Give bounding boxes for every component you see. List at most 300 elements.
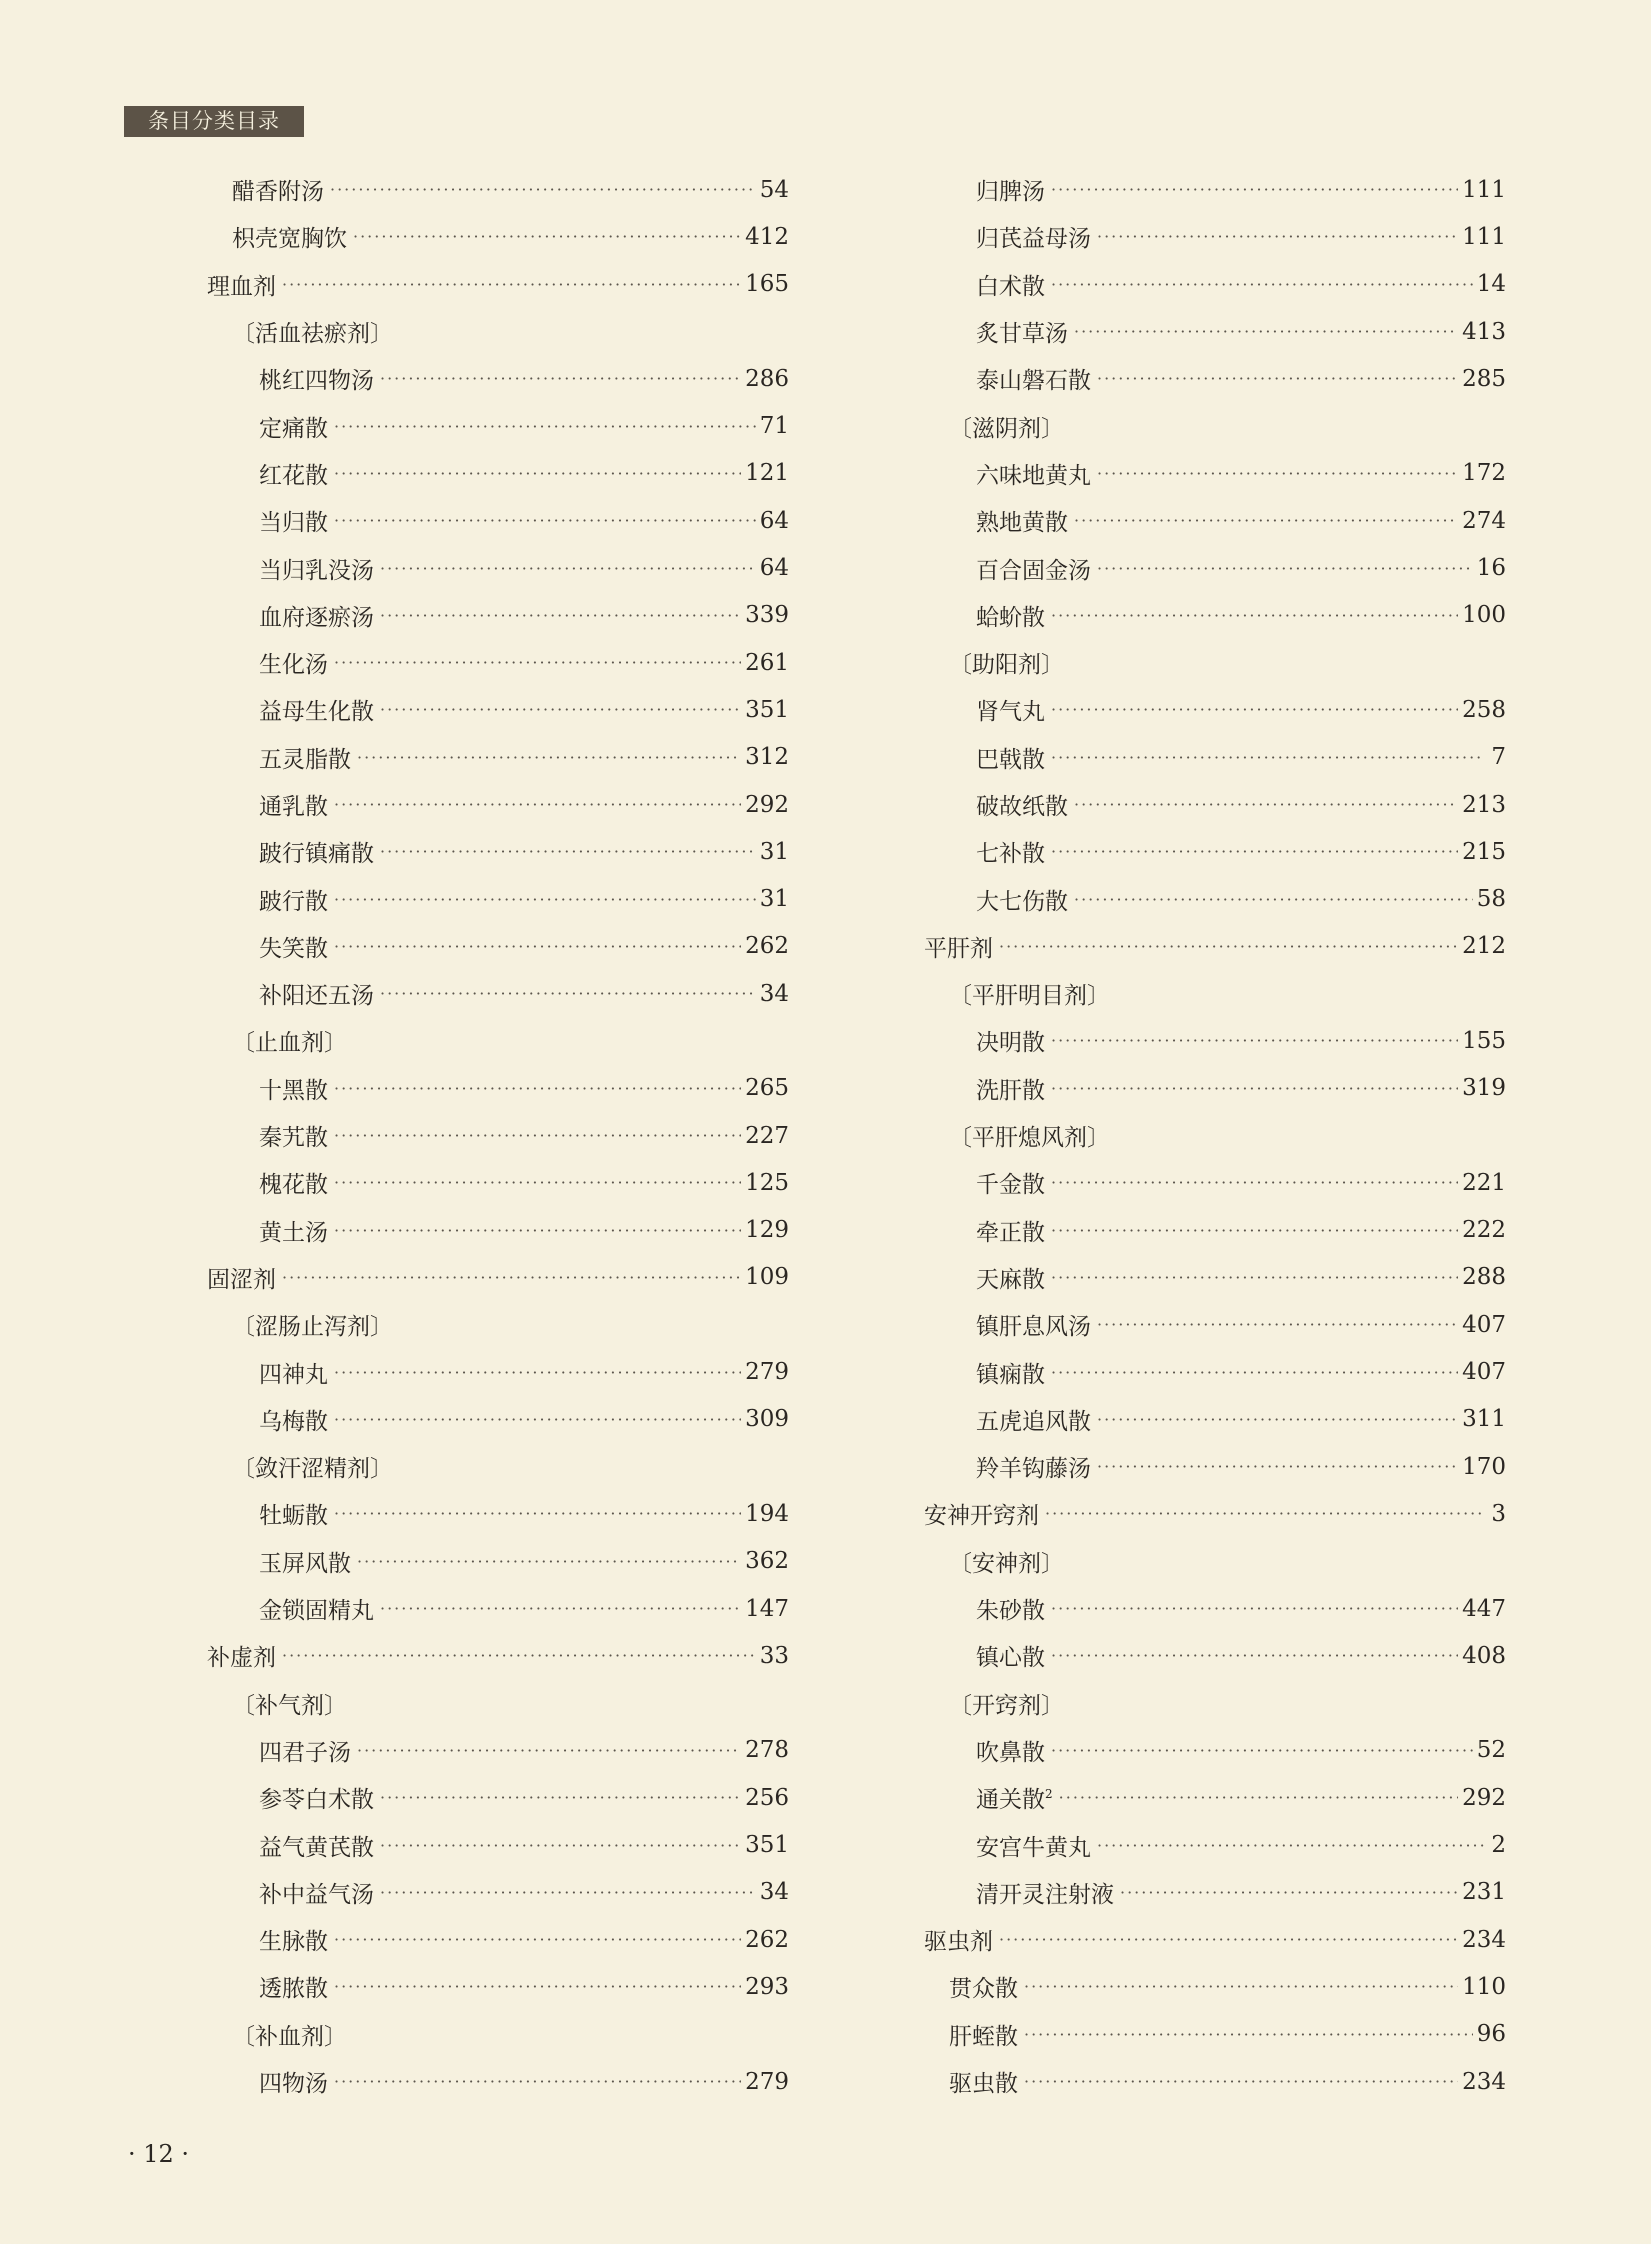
dot-leader [334, 890, 756, 909]
toc-entry-page: 265 [745, 1075, 789, 1102]
dot-leader [334, 1504, 741, 1523]
dot-leader [1051, 748, 1484, 767]
toc-entry-page: 111 [1462, 223, 1506, 250]
dot-leader [1097, 1836, 1484, 1855]
toc-entry-name: 〔补气剂〕 [232, 1692, 347, 1719]
toc-entry-page: 319 [1462, 1075, 1506, 1102]
dot-leader [1051, 1741, 1473, 1760]
toc-entry-page: 121 [745, 460, 789, 487]
toc-entry-name: 〔滋阴剂〕 [949, 415, 1064, 442]
toc-entry-name: 秦艽散 [259, 1125, 328, 1152]
toc-entry-page: 215 [1462, 838, 1506, 865]
toc-entry-name: 贯众散 [949, 1976, 1018, 2003]
toc-entry-page: 274 [1462, 507, 1506, 534]
toc-entry-name: 跛行散 [259, 888, 328, 915]
dot-leader [380, 606, 741, 625]
toc-entry [207, 1585, 789, 1632]
toc-entry [924, 923, 1506, 970]
toc-entry-name: 〔敛汗涩精剂〕 [232, 1456, 393, 1483]
toc-entry [207, 875, 789, 922]
toc-entry-name: 清开灵注射液 [976, 1881, 1114, 1908]
toc-entry-name: 生脉散 [259, 1929, 328, 1956]
toc-entry [924, 1065, 1506, 1112]
dot-leader [1051, 1363, 1458, 1382]
toc-entry [924, 355, 1506, 402]
toc-entry-page: 447 [1462, 1595, 1506, 1622]
toc-entry-name: 牡蛎散 [259, 1503, 328, 1530]
toc-entry-page: 286 [745, 365, 789, 392]
toc-entry [924, 828, 1506, 875]
toc-entry-name: 白术散 [976, 273, 1045, 300]
toc-entry-name: 羚羊钩藤汤 [976, 1456, 1091, 1483]
toc-entry [207, 1348, 789, 1395]
dot-leader [357, 748, 741, 767]
toc-entry-name: 安神开窍剂 [924, 1503, 1039, 1530]
toc-entry-page: 351 [745, 696, 789, 723]
toc-entry-name: 破故纸散 [976, 794, 1068, 820]
toc-group-heading [924, 1680, 1506, 1727]
toc-entry-name: 牵正散 [976, 1219, 1045, 1246]
toc-entry [924, 781, 1506, 828]
dot-leader [1097, 1315, 1458, 1334]
toc-entry [924, 734, 1506, 781]
toc-entry-name: 补中益气汤 [259, 1881, 374, 1908]
dot-leader [999, 937, 1458, 956]
toc-entry [924, 308, 1506, 355]
toc-entry-name: 槐花散 [259, 1172, 328, 1199]
toc-entry [207, 1159, 789, 1206]
toc-entry [924, 875, 1506, 922]
toc-entry-name: 巴戟散 [976, 746, 1045, 773]
dot-leader [1097, 464, 1458, 483]
dot-leader [1051, 1268, 1458, 1287]
toc-entry [924, 1396, 1506, 1443]
page-number: · 12 · [128, 2140, 190, 2168]
dot-leader [330, 180, 756, 199]
toc-entry-name: 熟地黄散 [976, 510, 1068, 537]
toc-entry [207, 734, 789, 781]
dot-leader [1074, 322, 1458, 341]
toc-entry [924, 497, 1506, 544]
toc-entry-name: 四神丸 [259, 1361, 328, 1388]
toc-group-heading [207, 1301, 789, 1348]
toc-entry [924, 1869, 1506, 1916]
toc-entry-name: 〔止血剂〕 [232, 1030, 347, 1057]
toc-entry-page: 52 [1476, 1737, 1506, 1764]
toc-entry [924, 1490, 1506, 1537]
toc-entry-page: 155 [1462, 1027, 1506, 1054]
dot-leader [334, 464, 741, 483]
toc-entry [207, 923, 789, 970]
toc-entry-page: 221 [1462, 1169, 1506, 1196]
toc-group-heading [924, 1538, 1506, 1585]
dot-leader [334, 1126, 741, 1145]
dot-leader [334, 1221, 741, 1240]
toc-entry-name: 补虚剂 [207, 1645, 276, 1672]
toc-entry-name: 〔涩肠止泻剂〕 [232, 1314, 393, 1341]
toc-entry-page: 227 [745, 1122, 789, 1149]
toc-entry-name: 肾气丸 [976, 699, 1045, 726]
dot-leader [1074, 511, 1458, 530]
toc-entry-name: 百合固金汤 [976, 557, 1091, 584]
toc-group-heading [924, 970, 1506, 1017]
toc-entry-name: 四物汤 [259, 2071, 328, 2098]
dot-leader [334, 1079, 741, 1098]
dot-leader [282, 1646, 756, 1665]
toc-entry-page: 71 [759, 413, 789, 440]
toc-entry-page: 110 [1462, 1973, 1506, 2000]
toc-right-column [924, 166, 1506, 2105]
toc-entry-page: 33 [759, 1642, 789, 1669]
toc-entry-page: 231 [1462, 1879, 1506, 1906]
toc-entry-page: 31 [759, 886, 789, 913]
dot-leader [1045, 1504, 1484, 1523]
toc-entry [924, 686, 1506, 733]
toc-entry [207, 1869, 789, 1916]
dot-leader [334, 1173, 741, 1192]
toc-entry-page: 407 [1462, 1359, 1506, 1386]
dot-leader [334, 511, 756, 530]
dot-leader [999, 1930, 1458, 1949]
dot-leader [380, 700, 741, 719]
toc-entry-name: 黄土汤 [259, 1219, 328, 1246]
toc-entry-name: 五虎追风散 [976, 1408, 1091, 1435]
toc-entry-name: 驱虫散 [949, 2071, 1018, 2098]
dot-leader [1024, 1977, 1458, 1996]
toc-entry [924, 261, 1506, 308]
toc-entry-page: 34 [759, 1879, 789, 1906]
toc-entry [924, 1585, 1506, 1632]
toc-entry-name: 〔活血祛瘀剂〕 [232, 321, 393, 348]
dot-leader [1074, 890, 1473, 909]
toc-entry-name: 镇痫散 [976, 1361, 1045, 1388]
toc-entry [207, 1821, 789, 1868]
toc-entry [924, 450, 1506, 497]
toc-entry-name: 定痛散 [259, 415, 328, 442]
toc-group-heading [924, 1112, 1506, 1159]
toc-entry [924, 1632, 1506, 1679]
toc-entry [924, 1301, 1506, 1348]
toc-entry [924, 2058, 1506, 2105]
toc-entry-page: 362 [745, 1548, 789, 1575]
dot-leader [334, 1930, 741, 1949]
toc-entry-name: 归脾汤 [976, 179, 1045, 206]
dot-leader [1051, 700, 1458, 719]
toc-entry-page: 212 [1462, 933, 1506, 960]
toc-entry-page: 292 [1462, 1784, 1506, 1811]
toc-entry-name: 归芪益母汤 [976, 226, 1091, 253]
toc-entry [924, 1963, 1506, 2010]
dot-leader [334, 795, 741, 814]
dot-leader [353, 227, 741, 246]
toc-entry-page: 288 [1462, 1264, 1506, 1291]
toc-entry-page: 2 [1491, 1832, 1506, 1859]
toc-entry-name: 〔平肝明目剂〕 [949, 983, 1110, 1010]
toc-entry-page: 129 [745, 1217, 789, 1244]
toc-entry-page: 285 [1462, 365, 1506, 392]
dot-leader [334, 1977, 741, 1996]
toc-entry-page: 170 [1462, 1453, 1506, 1480]
toc-entry-name: 〔平肝熄风剂〕 [949, 1125, 1110, 1152]
toc-entry-page: 34 [759, 980, 789, 1007]
toc-entry [207, 1207, 789, 1254]
toc-entry [207, 1254, 789, 1301]
toc-entry-name: 十黑散 [259, 1077, 328, 1104]
toc-entry-page: 14 [1476, 271, 1506, 298]
toc-entry [924, 213, 1506, 260]
toc-entry [924, 1916, 1506, 1963]
dot-leader [1051, 606, 1458, 625]
toc-entry-name: 固涩剂 [207, 1266, 276, 1293]
toc-entry [924, 1774, 1506, 1821]
toc-group-heading [924, 402, 1506, 449]
toc-entry-page: 213 [1462, 791, 1506, 818]
toc-entry [207, 1112, 789, 1159]
toc-entry-name: 千金散 [976, 1172, 1045, 1199]
toc-entry-name: 理血剂 [207, 273, 276, 300]
toc-entry-name: 〔补血剂〕 [232, 2023, 347, 2050]
toc-entry-page: 111 [1462, 176, 1506, 203]
toc-entry [207, 355, 789, 402]
toc-entry-page: 100 [1462, 602, 1506, 629]
toc-group-heading [924, 639, 1506, 686]
dot-leader [1097, 369, 1458, 388]
dot-leader [380, 1883, 756, 1902]
dot-leader [357, 1552, 741, 1571]
toc-entry-name: 透脓散 [259, 1976, 328, 2003]
dot-leader [1024, 2072, 1458, 2091]
dot-leader [1097, 1410, 1458, 1429]
toc-entry-name: 大七伤散 [976, 888, 1068, 915]
toc-entry [207, 450, 789, 497]
dot-leader [1059, 1788, 1458, 1807]
toc-entry-page: 408 [1462, 1642, 1506, 1669]
toc-entry-page: 278 [745, 1737, 789, 1764]
toc-entry-page: 96 [1476, 2021, 1506, 2048]
dot-leader [1097, 1457, 1458, 1476]
toc-entry-name: 吹鼻散 [976, 1739, 1045, 1766]
toc-entry-name: 天麻散 [976, 1266, 1045, 1293]
toc-entry-name: 补阳还五汤 [259, 983, 374, 1010]
toc-entry [207, 1632, 789, 1679]
toc-group-heading [207, 1443, 789, 1490]
toc-entry-page: 64 [759, 555, 789, 582]
toc-entry [207, 2058, 789, 2105]
toc-entry-name: 〔安神剂〕 [949, 1550, 1064, 1577]
dot-leader [1051, 180, 1458, 199]
toc-entry-name: 当归散 [259, 510, 328, 537]
toc-entry-page: 412 [745, 223, 789, 250]
toc-entry [207, 686, 789, 733]
toc-entry-page: 339 [745, 602, 789, 629]
toc-entry-page: 262 [745, 933, 789, 960]
toc-entry [924, 544, 1506, 591]
dot-leader [380, 842, 756, 861]
toc-entry-name: 红花散 [259, 462, 328, 489]
toc-entry-page: 194 [745, 1500, 789, 1527]
toc-entry-name: 泰山磐石散 [976, 368, 1091, 395]
dot-leader [380, 559, 756, 578]
toc-entry [207, 828, 789, 875]
dot-leader [282, 1268, 741, 1287]
toc-entry-page: 258 [1462, 696, 1506, 723]
dot-leader [380, 1836, 741, 1855]
toc-group-heading [207, 1680, 789, 1727]
toc-entry [207, 1727, 789, 1774]
toc-entry-page: 31 [759, 838, 789, 865]
toc-entry [207, 1963, 789, 2010]
toc-entry [207, 781, 789, 828]
toc-entry-name: 决明散 [976, 1030, 1045, 1057]
toc-entry-name: 炙甘草汤 [976, 321, 1068, 348]
dot-leader [1051, 1173, 1458, 1192]
toc-entry [207, 544, 789, 591]
dot-leader [1051, 1646, 1458, 1665]
toc-entry-name: 血府逐瘀汤 [259, 604, 374, 631]
toc-group-heading [207, 1017, 789, 1064]
dot-leader [1097, 227, 1458, 246]
toc-entry [207, 497, 789, 544]
toc-entry [924, 1443, 1506, 1490]
toc-entry-name: 安宫牛黄丸 [976, 1834, 1091, 1861]
toc-entry-name: 七补散 [976, 841, 1045, 868]
toc-entry-page: 7 [1491, 744, 1506, 771]
toc-entry-page: 279 [745, 2068, 789, 2095]
toc-entry-name: 失笑散 [259, 935, 328, 962]
toc-entry-name: 枳壳宽胸饮 [232, 226, 347, 253]
toc-entry-name: 洗肝散 [976, 1077, 1045, 1104]
toc-entry-page: 413 [1462, 318, 1506, 345]
toc-entry-name: 通关散 [976, 1787, 1045, 1814]
toc-entry-page: 125 [745, 1169, 789, 1196]
toc-entry [207, 1774, 789, 1821]
toc-entry [207, 639, 789, 686]
toc-entry-page: 222 [1462, 1217, 1506, 1244]
toc-entry-name: 益母生化散 [259, 699, 374, 726]
toc-entry-name: 朱砂散 [976, 1598, 1045, 1625]
toc-entry-page: 234 [1462, 2068, 1506, 2095]
toc-group-heading [207, 308, 789, 355]
toc-entry-name: 桃红四物汤 [259, 368, 374, 395]
dot-leader [1051, 1079, 1458, 1098]
dot-leader [357, 1741, 741, 1760]
dot-leader [1051, 275, 1473, 294]
toc-entry-name: 益气黄芪散 [259, 1834, 374, 1861]
toc-entry-name: 通乳散 [259, 794, 328, 820]
toc-entry-name: 醋香附汤 [232, 179, 324, 206]
toc-entry-page: 292 [745, 791, 789, 818]
toc-entry [207, 592, 789, 639]
toc-entry-name: 〔助阳剂〕 [949, 652, 1064, 679]
dot-leader [380, 369, 741, 388]
dot-leader [1024, 2025, 1473, 2044]
toc-entry-name: 镇肝息风汤 [976, 1314, 1091, 1341]
toc-entry-name: 跛行镇痛散 [259, 841, 374, 868]
toc-entry [924, 2011, 1506, 2058]
toc-entry [924, 592, 1506, 639]
toc-entry-page: 261 [745, 649, 789, 676]
toc-entry [207, 1916, 789, 1963]
toc-entry-name: 驱虫剂 [924, 1929, 993, 1956]
toc-entry [924, 166, 1506, 213]
toc-entry [924, 1821, 1506, 1868]
dot-leader [1051, 1599, 1458, 1618]
toc-entry-name: 四君子汤 [259, 1739, 351, 1766]
dot-leader [380, 984, 756, 1003]
toc-entry-name: 蛤蚧散 [976, 604, 1045, 631]
toc-group-heading [207, 2011, 789, 2058]
toc-entry-page: 58 [1476, 886, 1506, 913]
toc-entry-page: 64 [759, 507, 789, 534]
section-title-tag: 条目分类目录 [124, 106, 304, 137]
toc-entry-page: 172 [1462, 460, 1506, 487]
toc-entry-page: 165 [745, 271, 789, 298]
toc-entry-name: 〔开窍剂〕 [949, 1692, 1064, 1719]
toc-left-column [207, 166, 789, 2105]
toc-entry-page: 54 [759, 176, 789, 203]
toc-entry-page: 16 [1476, 555, 1506, 582]
dot-leader [334, 2072, 741, 2091]
toc-entry-page: 279 [745, 1359, 789, 1386]
toc-entry-name: 乌梅散 [259, 1408, 328, 1435]
dot-leader [334, 1410, 741, 1429]
toc-entry [207, 166, 789, 213]
dot-leader [1051, 1221, 1458, 1240]
toc-entry-page: 309 [745, 1406, 789, 1433]
toc-entry-page: 293 [745, 1973, 789, 2000]
toc-entry [207, 1396, 789, 1443]
dot-leader [334, 653, 741, 672]
toc-entry [207, 1538, 789, 1585]
toc-entry-name: 平肝剂 [924, 935, 993, 962]
toc-entry [924, 1348, 1506, 1395]
toc-entry-page: 109 [745, 1264, 789, 1291]
dot-leader [1097, 559, 1473, 578]
toc-entry-page: 147 [745, 1595, 789, 1622]
dot-leader [1051, 842, 1458, 861]
toc-entry [207, 261, 789, 308]
toc-entry-page: 3 [1491, 1500, 1506, 1527]
toc-entry [207, 1490, 789, 1537]
toc-entry-name: 镇心散 [976, 1645, 1045, 1672]
toc-entry-name: 五灵脂散 [259, 746, 351, 773]
toc-entry-name: 当归乳没汤 [259, 557, 374, 584]
toc-entry [207, 1065, 789, 1112]
toc-entry-page: 256 [745, 1784, 789, 1811]
dot-leader [282, 275, 741, 294]
dot-leader [334, 417, 756, 436]
toc-entry-superscript: 2 [1045, 1786, 1053, 1801]
dot-leader [380, 1788, 741, 1807]
toc-entry [924, 1254, 1506, 1301]
toc-entry [207, 213, 789, 260]
toc-entry-page: 311 [1462, 1406, 1506, 1433]
toc-entry [924, 1207, 1506, 1254]
toc-entry [207, 970, 789, 1017]
toc-entry-page: 262 [745, 1926, 789, 1953]
dot-leader [334, 937, 741, 956]
dot-leader [1074, 795, 1458, 814]
dot-leader [380, 1599, 741, 1618]
toc-entry [924, 1159, 1506, 1206]
dot-leader [1120, 1883, 1458, 1902]
toc-entry-name: 肝蛭散 [949, 2023, 1018, 2050]
toc-entry-name: 金锁固精丸 [259, 1598, 374, 1625]
toc-entry-page: 312 [745, 744, 789, 771]
toc-entry [924, 1727, 1506, 1774]
toc-entry [207, 402, 789, 449]
dot-leader [334, 1363, 741, 1382]
